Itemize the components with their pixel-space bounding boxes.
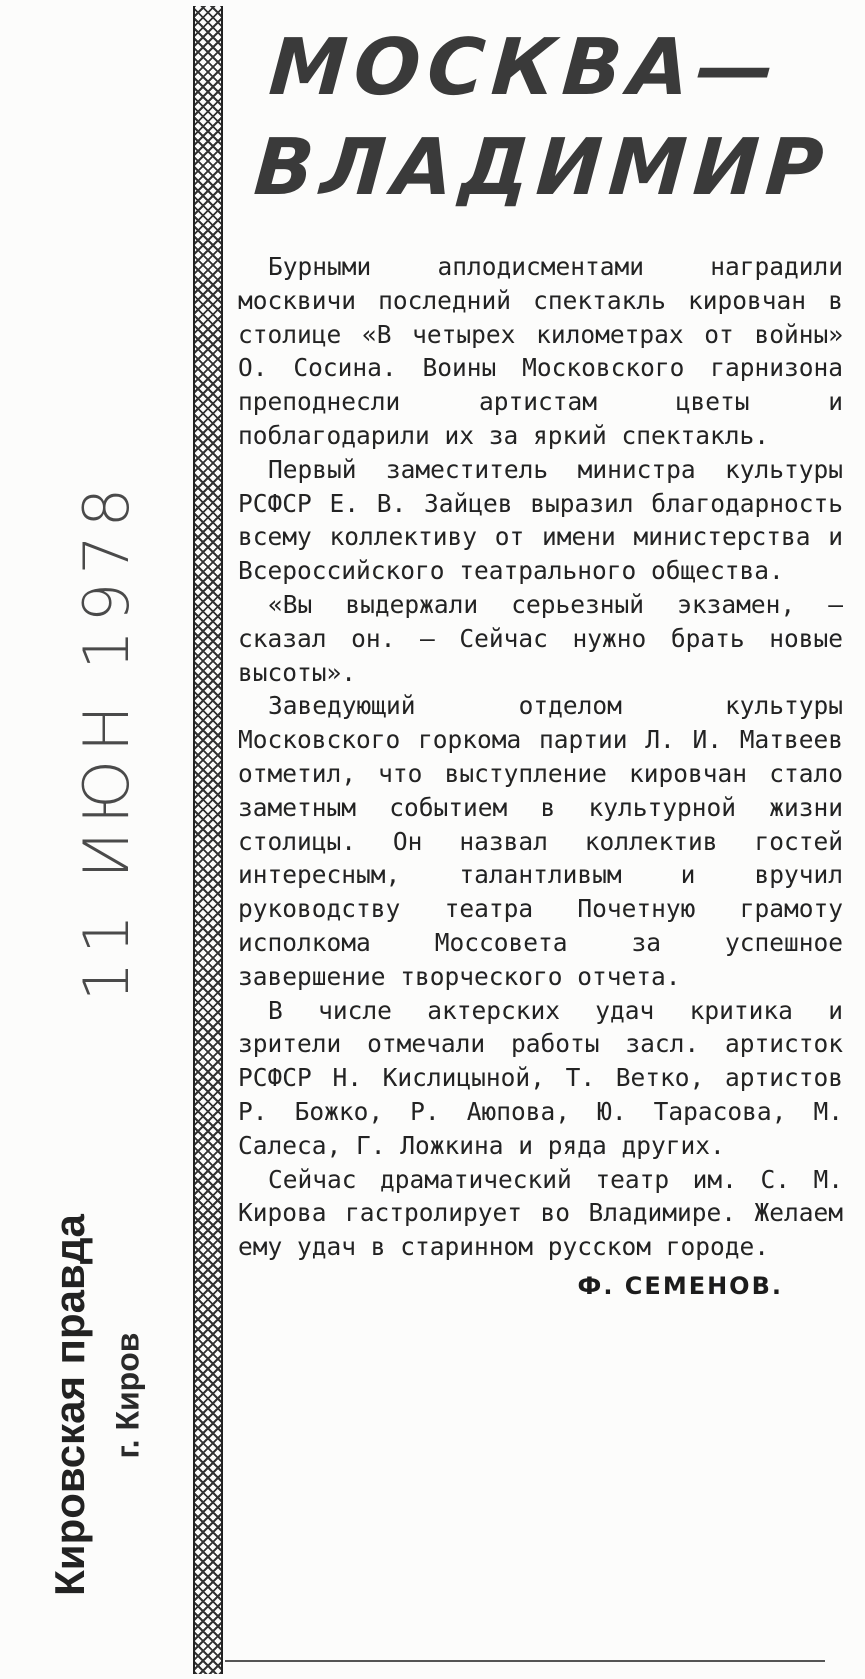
headline — [231, 18, 850, 218]
paragraph: Сейчас драматический театр им. С. М. Кирова гастролирует во Владимире. Желаем ему удач в старинном русском городе. — [238, 1164, 843, 1262]
article — [238, 18, 843, 1300]
headline-line-2: ВЛАДИМИР — [251, 123, 834, 213]
paragraph: В числе актерских удач критика и зрители отмечали работы засл. артисток РСФСР Н. Кислицыной, Т. Ветко, артистов Р. Божко, Р. Аюпова, Ю. Тарасова, М. Салеса, Г. Ложкина и ряда других. — [238, 995, 843, 1160]
article-body — [238, 250, 843, 1264]
paragraph: Первый заместитель министра культуры РСФСР Е. В. Зайцев выразил благодарность всему коллективу от имени министерства и Всероссийского театрального общества. — [238, 454, 843, 586]
date-stamp-text: 11 ИЮН 1978 — [70, 479, 144, 1001]
newspaper-name — [40, 1160, 100, 1650]
paragraph: «Вы выдержали серьезный экзамен, — сказал он. — Сейчас нужно брать новые высоты». — [238, 589, 843, 687]
bottom-rule — [225, 1660, 825, 1666]
headline-line-1: МОСКВА— — [266, 23, 785, 113]
paragraph: Бурными аплодисментами наградили москвичи последний спектакль кировчан в столице «В четырех километрах от войны» О. Сосина. Воины Московского гарнизона преподнесли артистам цветы и поблагодарили их за яркий спектакль. — [238, 252, 843, 450]
author-signature: Ф. СЕМЕНОВ. — [577, 1271, 783, 1300]
ornamental-divider — [193, 6, 223, 1674]
newspaper-city — [105, 1280, 150, 1510]
newspaper-name-text: Кировская правда — [46, 1214, 94, 1596]
newspaper-city-text: г. Киров — [109, 1332, 145, 1458]
date-stamp — [62, 479, 152, 1001]
paragraph: Заведующий отделом культуры Московского горкома партии Л. И. Матвеев отметил, что выступление кировчан стало заметным событием в культурной жизни столицы. Он назвал коллектив гостей интересным, талантливым и вручил руководству театра Почетную грамоту исполкома Моссовета за успешное завершение творческого отчета. — [238, 691, 843, 991]
